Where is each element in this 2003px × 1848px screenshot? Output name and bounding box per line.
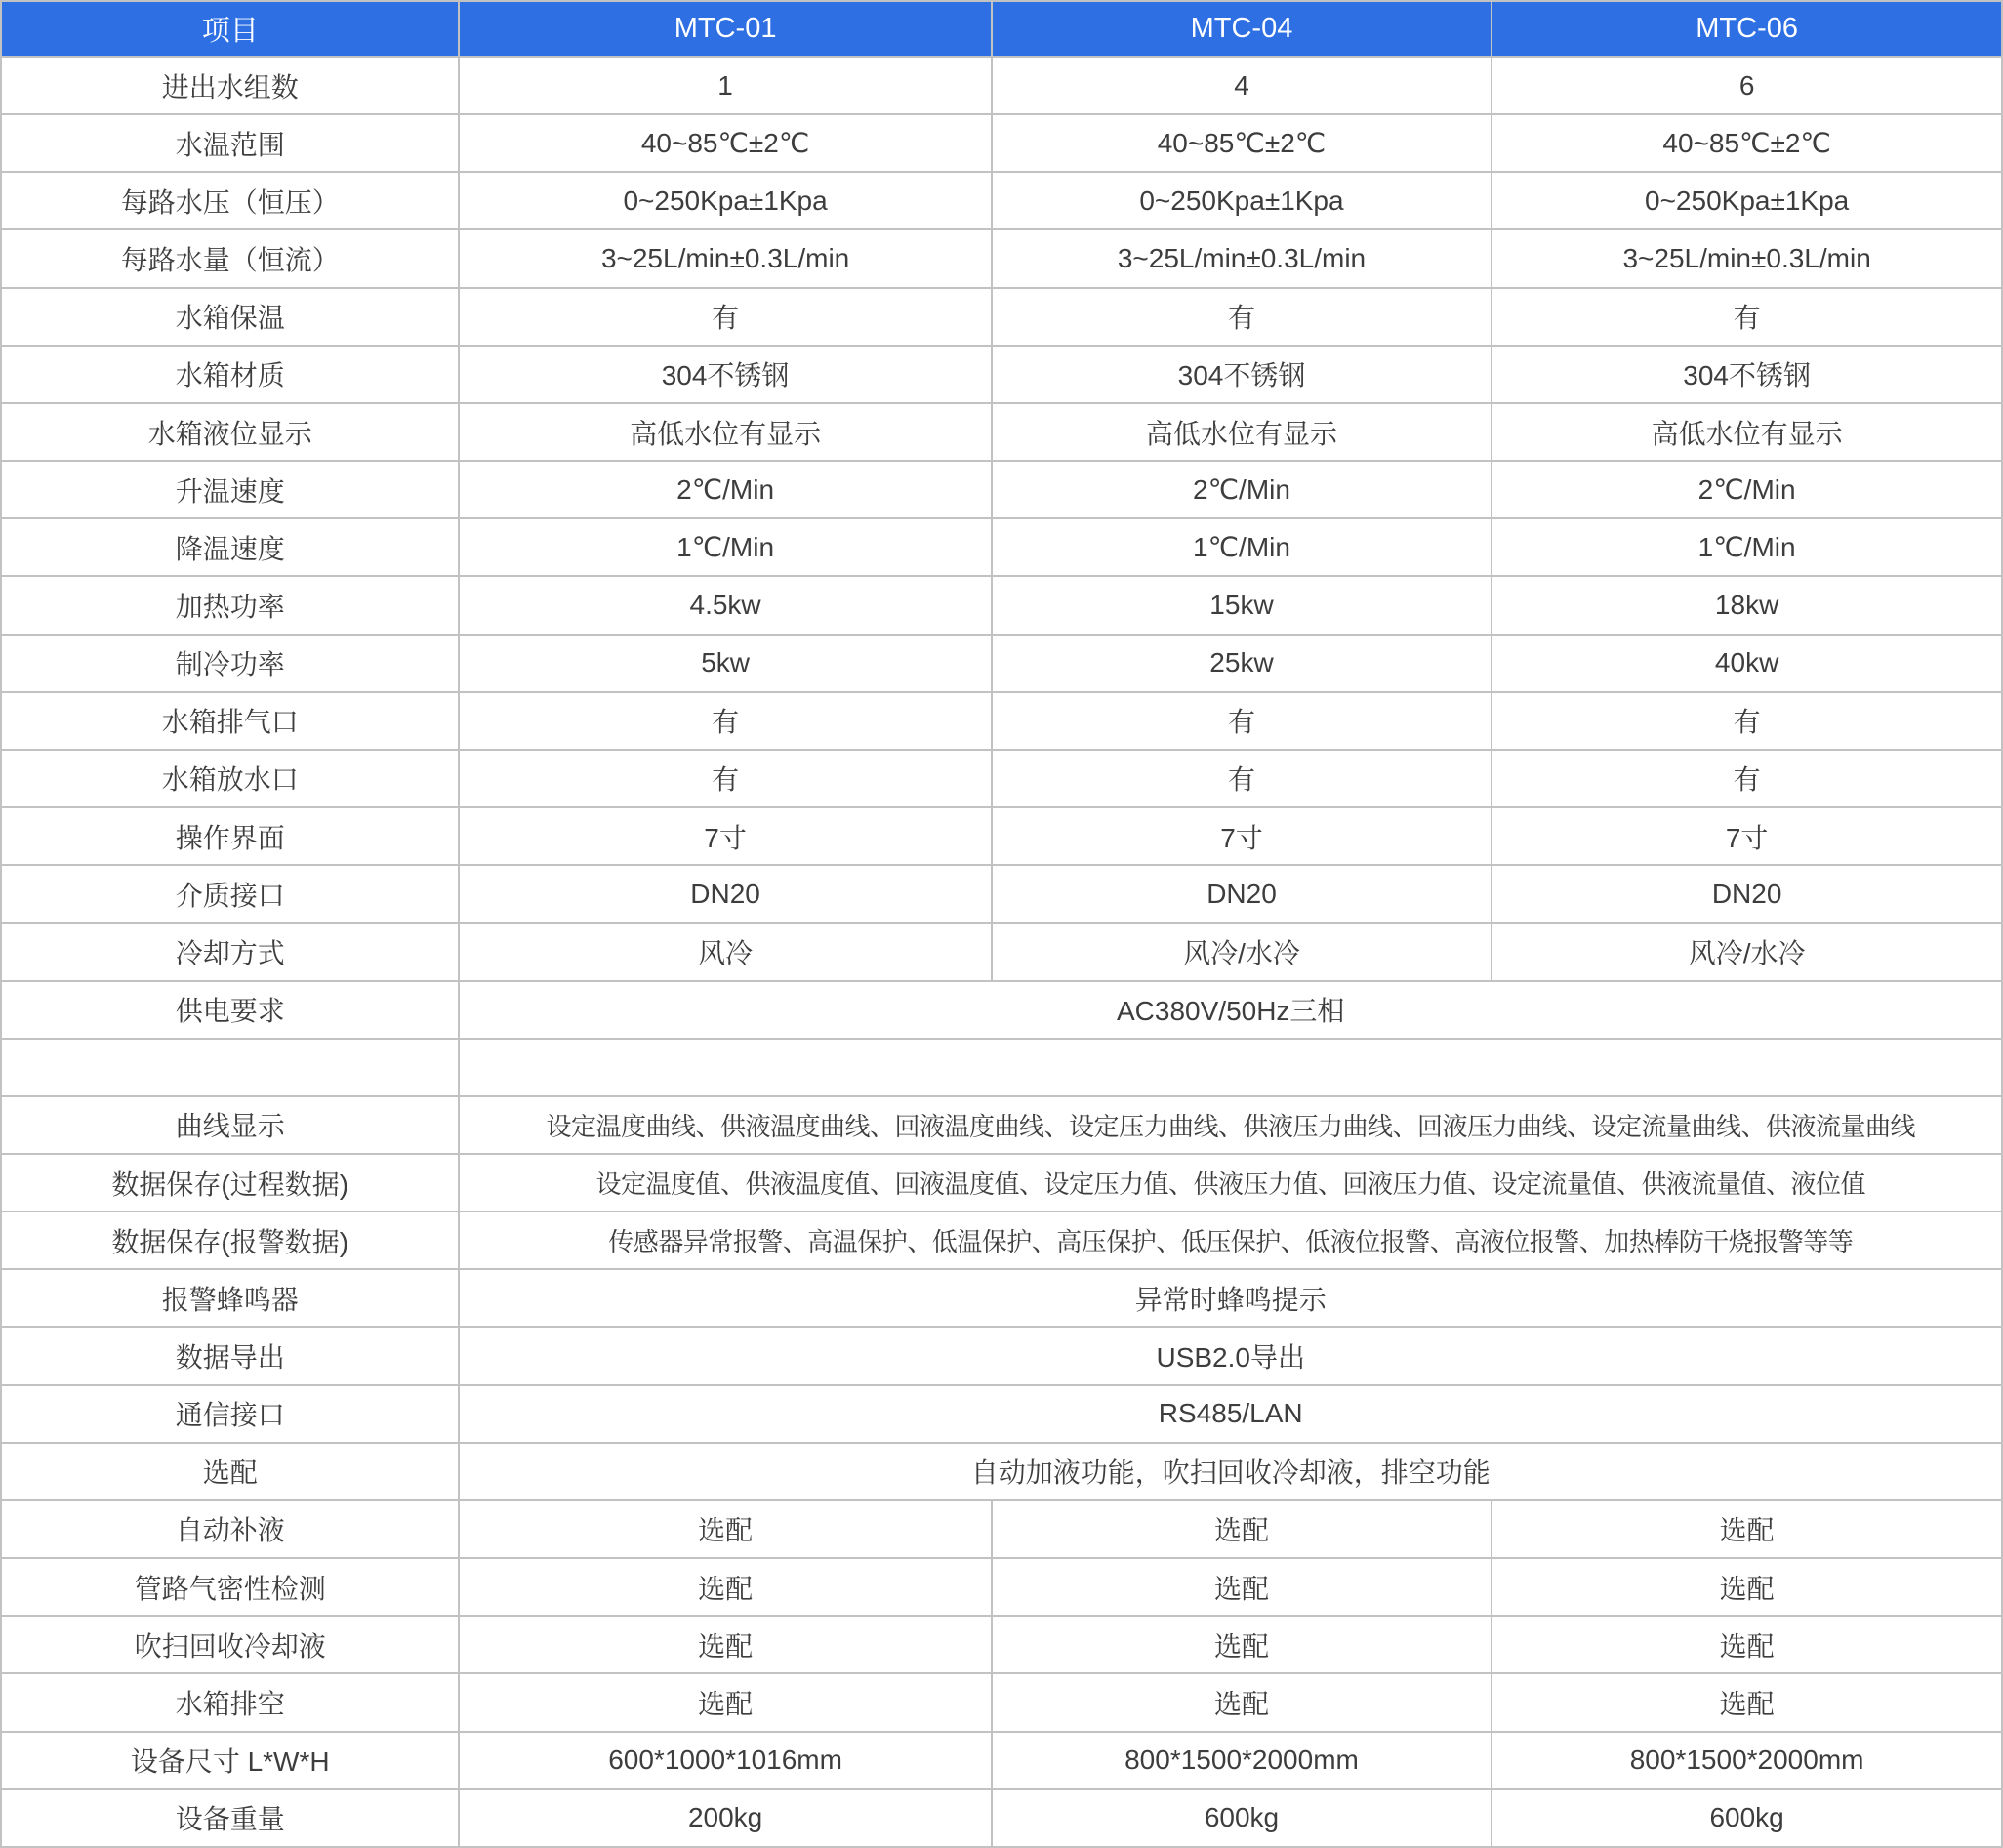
table-row	[1, 1500, 2002, 1558]
column-header-mtc-06: MTC-06	[1492, 1, 2002, 57]
value-cell: 3~25L/min±0.3L/min	[1492, 229, 2002, 287]
table-row	[1, 288, 2002, 346]
header-row	[1, 1, 2002, 57]
table-row	[1, 1039, 2002, 1096]
value-cell: 304不锈钢	[992, 346, 1492, 403]
table-row	[1, 229, 2002, 287]
value-cell: 2℃/Min	[459, 461, 991, 518]
value-cell: 0~250Kpa±1Kpa	[992, 172, 1492, 229]
value-cell: 风冷/水冷	[1492, 923, 2002, 980]
value-cell: 有	[992, 750, 1492, 807]
row-label: 进出水组数	[1, 57, 459, 114]
row-label: 水箱放水口	[1, 750, 459, 807]
table-row	[1, 1673, 2002, 1731]
row-label: 吹扫回收冷却液	[1, 1616, 459, 1673]
table-row	[1, 981, 2002, 1039]
value-cell: 选配	[459, 1558, 991, 1616]
table-row	[1, 807, 2002, 865]
value-cell: 选配	[459, 1616, 991, 1673]
value-cell: 有	[1492, 288, 2002, 346]
value-cell: 7寸	[459, 807, 991, 865]
value-cell: 高低水位有显示	[459, 403, 991, 461]
merged-value-cell: USB2.0导出	[459, 1327, 2002, 1384]
value-cell: 选配	[992, 1616, 1492, 1673]
table-row	[1, 1558, 2002, 1616]
value-cell: 风冷	[459, 923, 991, 980]
table-row	[1, 1154, 2002, 1211]
table-row	[1, 518, 2002, 576]
row-label: 操作界面	[1, 807, 459, 865]
table-row	[1, 1327, 2002, 1384]
value-cell: 600kg	[992, 1789, 1492, 1847]
value-cell: 风冷/水冷	[992, 923, 1492, 980]
value-cell: 2℃/Min	[1492, 461, 2002, 518]
value-cell: DN20	[459, 865, 991, 923]
table-row	[1, 1269, 2002, 1327]
row-label: 冷却方式	[1, 923, 459, 980]
value-cell: 高低水位有显示	[1492, 403, 2002, 461]
merged-value-cell: AC380V/50Hz三相	[459, 981, 2002, 1039]
table-row	[1, 1616, 2002, 1673]
row-label: 水箱保温	[1, 288, 459, 346]
table-row	[1, 461, 2002, 518]
value-cell: 304不锈钢	[459, 346, 991, 403]
row-label: 供电要求	[1, 981, 459, 1039]
row-label: 加热功率	[1, 576, 459, 634]
row-label: 选配	[1, 1443, 459, 1500]
table-row	[1, 172, 2002, 229]
value-cell: 选配	[992, 1558, 1492, 1616]
table-row	[1, 692, 2002, 750]
value-cell: 1	[459, 57, 991, 114]
table-row	[1, 114, 2002, 172]
value-cell: 选配	[1492, 1673, 2002, 1731]
merged-value-cell	[459, 1039, 2002, 1096]
value-cell: 6	[1492, 57, 2002, 114]
merged-value-cell: 自动加液功能，吹扫回收冷却液，排空功能	[459, 1443, 2002, 1500]
value-cell: 有	[459, 692, 991, 750]
value-cell: 有	[459, 750, 991, 807]
row-label: 水温范围	[1, 114, 459, 172]
row-label: 水箱材质	[1, 346, 459, 403]
row-label: 数据导出	[1, 1327, 459, 1384]
value-cell: 有	[992, 288, 1492, 346]
merged-value-cell: RS485/LAN	[459, 1385, 2002, 1443]
table-row	[1, 576, 2002, 634]
value-cell: DN20	[1492, 865, 2002, 923]
value-cell: 选配	[1492, 1500, 2002, 1558]
value-cell: 4	[992, 57, 1492, 114]
table-row	[1, 635, 2002, 692]
value-cell: 15kw	[992, 576, 1492, 634]
value-cell: 选配	[459, 1673, 991, 1731]
value-cell: 高低水位有显示	[992, 403, 1492, 461]
value-cell: 选配	[992, 1673, 1492, 1731]
merged-value-cell: 异常时蜂鸣提示	[459, 1269, 2002, 1327]
value-cell: 选配	[1492, 1558, 2002, 1616]
value-cell: 7寸	[1492, 807, 2002, 865]
row-label: 水箱排空	[1, 1673, 459, 1731]
row-label: 降温速度	[1, 518, 459, 576]
merged-value-cell: 设定温度值、供液温度值、回液温度值、设定压力值、供液压力值、回液压力值、设定流量值、供液流量值、液位值	[459, 1154, 2002, 1211]
value-cell: 1℃/Min	[992, 518, 1492, 576]
value-cell: 有	[1492, 692, 2002, 750]
table-row	[1, 1211, 2002, 1269]
row-label: 水箱液位显示	[1, 403, 459, 461]
value-cell: 800*1500*2000mm	[1492, 1732, 2002, 1789]
value-cell: 2℃/Min	[992, 461, 1492, 518]
column-header-mtc-01: MTC-01	[459, 1, 991, 57]
row-label: 每路水压（恒压）	[1, 172, 459, 229]
row-label: 介质接口	[1, 865, 459, 923]
table-row	[1, 1789, 2002, 1847]
table-row	[1, 750, 2002, 807]
value-cell: 有	[992, 692, 1492, 750]
row-label: 曲线显示	[1, 1096, 459, 1154]
value-cell: DN20	[992, 865, 1492, 923]
row-label	[1, 1039, 459, 1096]
value-cell: 25kw	[992, 635, 1492, 692]
row-label: 通信接口	[1, 1385, 459, 1443]
value-cell: 304不锈钢	[1492, 346, 2002, 403]
value-cell: 选配	[992, 1500, 1492, 1558]
row-label: 数据保存(过程数据)	[1, 1154, 459, 1211]
row-label: 自动补液	[1, 1500, 459, 1558]
value-cell: 18kw	[1492, 576, 2002, 634]
value-cell: 有	[1492, 750, 2002, 807]
value-cell: 3~25L/min±0.3L/min	[992, 229, 1492, 287]
value-cell: 3~25L/min±0.3L/min	[459, 229, 991, 287]
value-cell: 4.5kw	[459, 576, 991, 634]
value-cell: 40~85℃±2℃	[992, 114, 1492, 172]
row-label: 设备重量	[1, 1789, 459, 1847]
value-cell: 40~85℃±2℃	[459, 114, 991, 172]
value-cell: 0~250Kpa±1Kpa	[459, 172, 991, 229]
table-row	[1, 1385, 2002, 1443]
value-cell: 800*1500*2000mm	[992, 1732, 1492, 1789]
row-label: 制冷功率	[1, 635, 459, 692]
value-cell: 40kw	[1492, 635, 2002, 692]
table-row	[1, 1732, 2002, 1789]
value-cell: 有	[459, 288, 991, 346]
row-label: 报警蜂鸣器	[1, 1269, 459, 1327]
table-row	[1, 923, 2002, 980]
value-cell: 600*1000*1016mm	[459, 1732, 991, 1789]
column-header-item: 项目	[1, 1, 459, 57]
value-cell: 选配	[1492, 1616, 2002, 1673]
row-label: 数据保存(报警数据)	[1, 1211, 459, 1269]
table-row	[1, 346, 2002, 403]
value-cell: 200kg	[459, 1789, 991, 1847]
merged-value-cell: 设定温度曲线、供液温度曲线、回液温度曲线、设定压力曲线、供液压力曲线、回液压力曲线、设定流量曲线、供液流量曲线	[459, 1096, 2002, 1154]
value-cell: 600kg	[1492, 1789, 2002, 1847]
value-cell: 选配	[459, 1500, 991, 1558]
value-cell: 0~250Kpa±1Kpa	[1492, 172, 2002, 229]
row-label: 每路水量（恒流）	[1, 229, 459, 287]
row-label: 升温速度	[1, 461, 459, 518]
table-row	[1, 865, 2002, 923]
value-cell: 7寸	[992, 807, 1492, 865]
merged-value-cell: 传感器异常报警、高温保护、低温保护、高压保护、低压保护、低液位报警、高液位报警、加热棒防干烧报警等等	[459, 1211, 2002, 1269]
table-row	[1, 57, 2002, 114]
column-header-mtc-04: MTC-04	[992, 1, 1492, 57]
value-cell: 1℃/Min	[1492, 518, 2002, 576]
row-label: 设备尺寸 L*W*H	[1, 1732, 459, 1789]
row-label: 管路气密性检测	[1, 1558, 459, 1616]
value-cell: 40~85℃±2℃	[1492, 114, 2002, 172]
table-row	[1, 1443, 2002, 1500]
value-cell: 1℃/Min	[459, 518, 991, 576]
row-label: 水箱排气口	[1, 692, 459, 750]
table-row	[1, 403, 2002, 461]
value-cell: 5kw	[459, 635, 991, 692]
table-row	[1, 1096, 2002, 1154]
